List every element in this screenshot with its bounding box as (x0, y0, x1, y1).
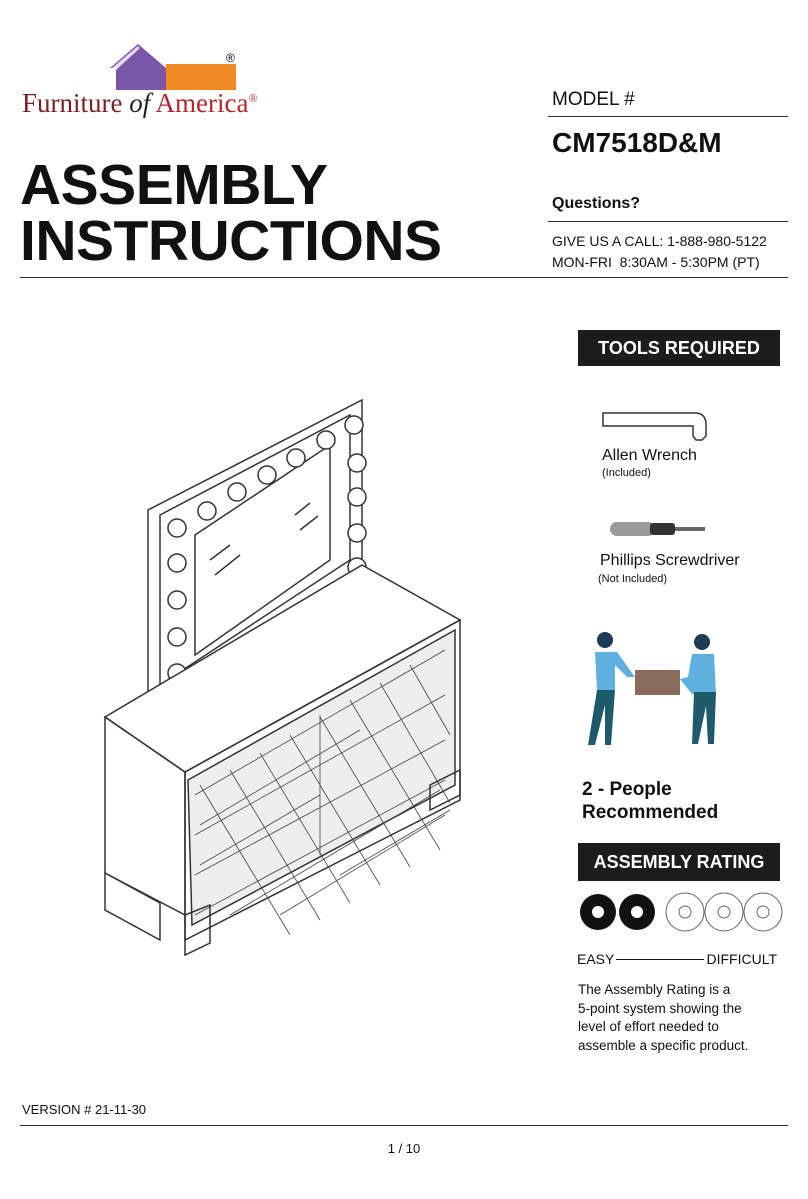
brand-logo-text: Furniture of America® (22, 88, 258, 118)
hours-line: MON-FRI 8:30AM - 5:30PM (PT) (552, 254, 760, 270)
dresser-mirror-illustration-icon (100, 395, 470, 965)
allen-wrench-note: (Included) (602, 467, 651, 479)
description-line: The Assembly Rating is a (578, 982, 731, 997)
difficulty-scale (577, 951, 777, 967)
easy-label: EASY (577, 951, 615, 967)
two-people-carrying-icon (580, 630, 730, 750)
furniture-of-america-logo-icon (108, 40, 248, 90)
rating-filled-icon (580, 894, 616, 930)
people-recommended (582, 778, 718, 824)
version-number: VERSION # 21-11-30 (22, 1102, 147, 1117)
people-recommended-label: Recommended (582, 802, 719, 823)
allen-wrench-label: Allen Wrench (602, 447, 697, 464)
rating-description (578, 981, 748, 1055)
allen-wrench-icon (600, 408, 720, 448)
title-line-2: INSTRUCTIONS (20, 209, 442, 273)
arrow-icon (616, 959, 704, 960)
model-number: CM7518D&M (552, 127, 722, 158)
rating-empty-icon (705, 893, 743, 931)
page-number: 1 / 10 (387, 1141, 421, 1156)
model-label: MODEL # (552, 89, 635, 110)
screwdriver-label: Phillips Screwdriver (600, 552, 740, 569)
tools-required-heading: TOOLS REQUIRED (578, 330, 780, 366)
description-line: level of effort needed to (578, 1019, 719, 1034)
rating-filled-icon (619, 894, 655, 930)
description-line: assemble a specific product. (578, 1037, 749, 1053)
rating-empty-icon (666, 893, 704, 931)
assembly-rating-heading: ASSEMBLY RATING (578, 843, 780, 881)
people-count: 2 - People (582, 779, 672, 800)
description-line: 5-point system showing the (578, 1000, 742, 1016)
rating-empty-icon (744, 893, 782, 931)
screwdriver-note: (Not Included) (598, 573, 668, 585)
difficult-label: DIFFICULT (706, 951, 777, 967)
title-line-1: ASSEMBLY (20, 153, 328, 217)
phone-line: GIVE US A CALL: 1-888-980-5122 (552, 233, 767, 249)
assembly-rating-circles (578, 891, 783, 935)
svg-text:®: ® (226, 51, 235, 65)
questions-heading: Questions? (552, 195, 641, 212)
phillips-screwdriver-icon (600, 518, 720, 542)
